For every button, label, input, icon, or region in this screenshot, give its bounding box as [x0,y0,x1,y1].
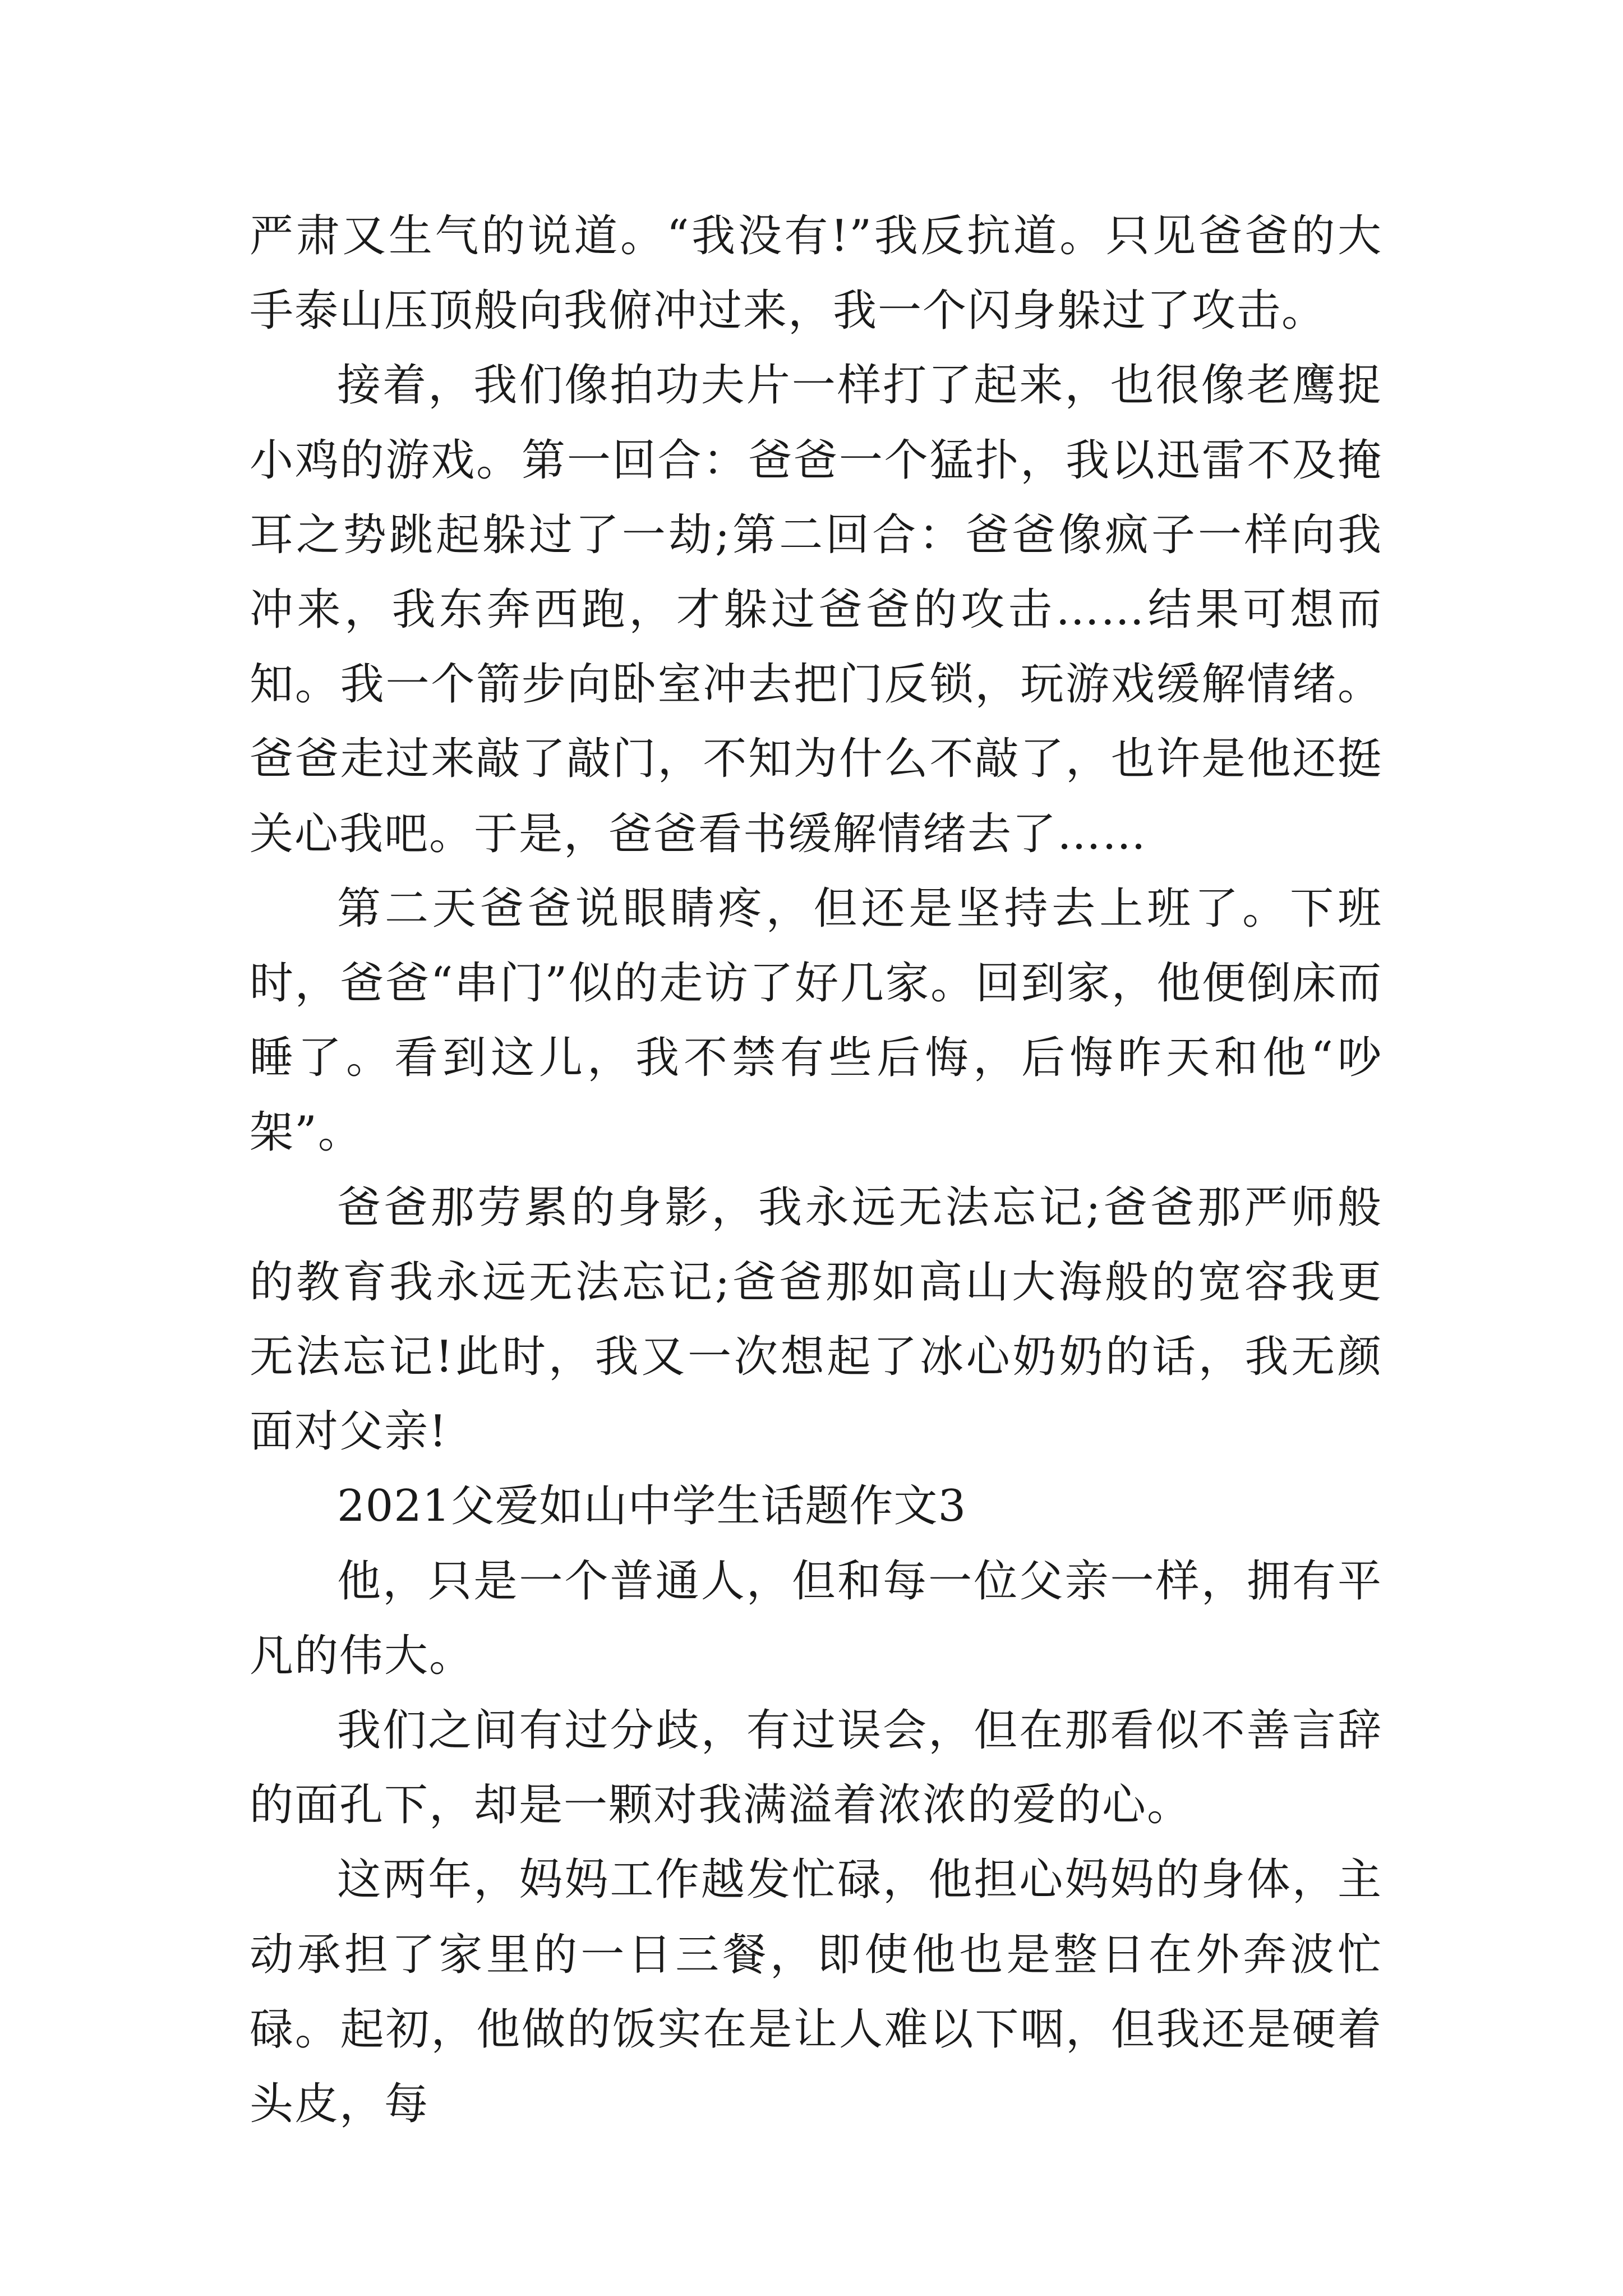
paragraph-3: 第二天爸爸说眼睛疼，但还是坚持去上班了。下班时，爸爸“串门”似的走访了好几家。回到家，他便倒床而睡了。看到这儿，我不禁有些后悔，后悔昨天和他“吵架”。 [250,883,1382,1158]
section-paragraph-3: 这两年，妈妈工作越发忙碌，他担心妈妈的身体，主动承担了家里的一日三餐，即使他也是整日在外奔波忙碌。起初，他做的饭实在是让人难以下咽，但我还是硬着头皮，每 [250,1855,1382,2130]
section-paragraph-2: 我们之间有过分歧，有过误会，但在那看似不善言辞的面孔下，却是一颗对我满溢着浓浓的爱的心。 [250,1705,1382,1831]
paragraph-2: 接着，我们像拍功夫片一样打了起来，也很像老鹰捉小鸡的游戏。第一回合：爸爸一个猛扑，我以迅雷不及掩耳之势跳起躲过了一劫;第二回合：爸爸像疯子一样向我冲来，我东奔西跑，才躲过爸爸的攻击……结果可想而知。我一个箭步向卧室冲去把门反锁，玩游戏缓解情绪。爸爸走过来敲了敲门，不知为什么不敲了，也许是他还挺关心我吧。于是，爸爸看书缓解情绪去了…… [250,360,1382,859]
section-heading: 2021父爱如山中学生话题作文3 [337,1481,967,1532]
section-paragraph-1: 他，只是一个普通人，但和每一位父亲一样，拥有平凡的伟大。 [250,1556,1382,1681]
paragraph-1: 严肃又生气的说道。“我没有!”我反抗道。只见爸爸的大手泰山压顶般向我俯冲过来，我一个闪身躲过了攻击。 [250,211,1382,337]
article-body [250,199,1382,2142]
paragraph-4: 爸爸那劳累的身影，我永远无法忘记;爸爸那严师般的教育我永远无法忘记;爸爸那如高山大海般的宽容我更无法忘记!此时，我又一次想起了冰心奶奶的话，我无颜面对父亲! [250,1182,1382,1457]
